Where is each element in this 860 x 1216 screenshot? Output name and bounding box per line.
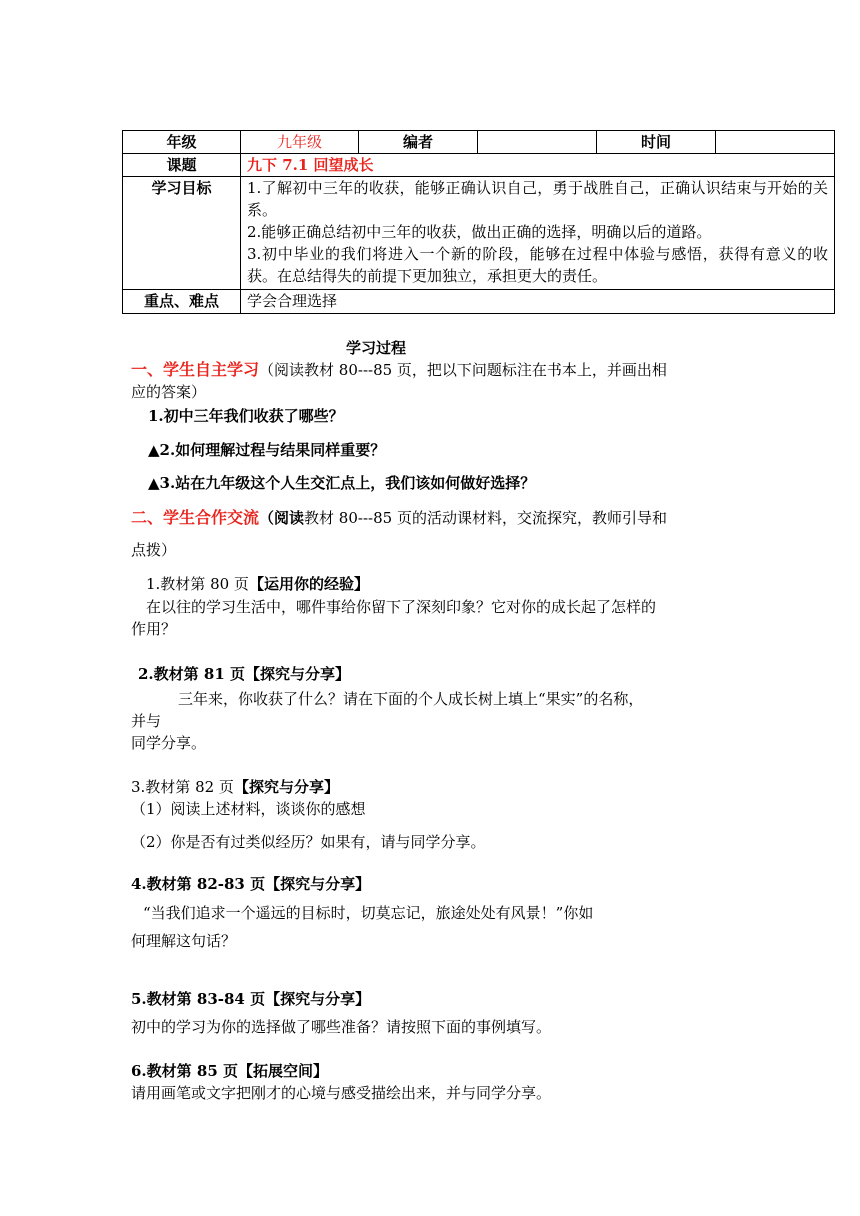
item2-title: 2.教材第 81 页【探究与分享】 [138, 665, 350, 683]
process-title: 学习过程 [346, 339, 407, 357]
time-label: 时间 [597, 131, 716, 154]
item2-text: 三年来，你收获了什么？请在下面的个人成长树上填上“果实”的名称， [178, 690, 644, 708]
item4-text: “当我们追求一个遥远的目标时，切莫忘记，旅途处处有风景！”你如 [143, 904, 594, 922]
item1-page: 1.教材第 80 页 [146, 575, 249, 593]
goals-label: 学习目标 [123, 177, 241, 290]
item2-text-cont2: 同学分享。 [131, 734, 207, 752]
goal-item: 3.初中毕业的我们将进入一个新的阶段，能够在过程中体验与感悟，获得有意义的收获。在总结得失的前提下更加独立，承担更大的责任。 [247, 245, 828, 285]
editor-label: 编者 [359, 131, 478, 154]
section1-heading: 一、学生自主学习 [131, 360, 260, 379]
item2-text-cont: 并与 [131, 712, 162, 730]
section2-note: 教材 80---85 页的活动课材料，交流探究，教师引导和 [304, 509, 667, 527]
goal-item: 1.了解初中三年的收获，能够正确认识自己，勇于战胜自己，正确认识结束与开始的关系。 [247, 179, 828, 219]
item3-title [131, 776, 339, 798]
goal-item: 2.能够正确总结初中三年的收获，做出正确的选择，明确以后的道路。 [247, 223, 712, 241]
topic-row [123, 154, 835, 177]
grade-value: 九年级 [241, 131, 359, 154]
goals-cell [241, 177, 835, 290]
section1-note-cont: 应的答案） [131, 383, 207, 401]
grade-label: 年级 [123, 131, 241, 154]
item1-text: 在以往的学习生活中，哪件事给你留下了深刻印象？它对你的成长起了怎样的 [146, 598, 657, 616]
item3-question-1: （1）阅读上述材料，谈谈你的感想 [131, 800, 366, 818]
item3-page: 3.教材第 82 页 [131, 778, 234, 796]
focus-value: 学会合理选择 [241, 290, 835, 314]
focus-row [123, 290, 835, 314]
item4-title: 4.教材第 82-83 页【探究与分享】 [131, 875, 371, 893]
question-2: ▲2.如何理解过程与结果同样重要？ [148, 441, 386, 459]
item6-text: 请用画笔或文字把刚才的心境与感受描绘出来，并与同学分享。 [131, 1084, 552, 1102]
item3-activity: 【探究与分享】 [233, 778, 339, 796]
item1-title [146, 573, 369, 595]
section2-line1 [131, 507, 667, 529]
topic-label: 课题 [123, 154, 241, 177]
topic-value: 九下 7.1 回望成长 [241, 154, 835, 177]
time-value [716, 131, 835, 154]
item1-activity: 【运用你的经验】 [248, 575, 369, 593]
item5-title: 5.教材第 83-84 页【探究与分享】 [131, 990, 371, 1008]
section1-note: （阅读教材 80---85 页，把以下问题标注在书本上，并画出相 [259, 361, 667, 379]
question-1: 1.初中三年我们收获了哪些？ [148, 407, 344, 425]
editor-value [478, 131, 597, 154]
item4-text-cont: 何理解这句话？ [131, 932, 237, 950]
section2-heading: 二、学生合作交流 [131, 508, 260, 527]
item1-text-cont: 作用？ [131, 620, 177, 638]
goals-row [123, 177, 835, 290]
item5-text: 初中的学习为你的选择做了哪些准备？请按照下面的事例填写。 [131, 1018, 552, 1036]
focus-label: 重点、难点 [123, 290, 241, 314]
grade-row [123, 131, 835, 154]
section2-note-bold: （阅读 [259, 509, 305, 527]
item6-title: 6.教材第 85 页【拓展空间】 [131, 1062, 328, 1080]
item3-question-2: （2）你是否有过类似经历？如果有，请与同学分享。 [131, 833, 486, 851]
section1-line1 [131, 359, 667, 381]
section2-note-cont: 点拨） [131, 541, 177, 559]
question-3: ▲3.站在九年级这个人生交汇点上，我们该如何做好选择？ [148, 474, 536, 492]
lesson-info-table [122, 130, 835, 314]
